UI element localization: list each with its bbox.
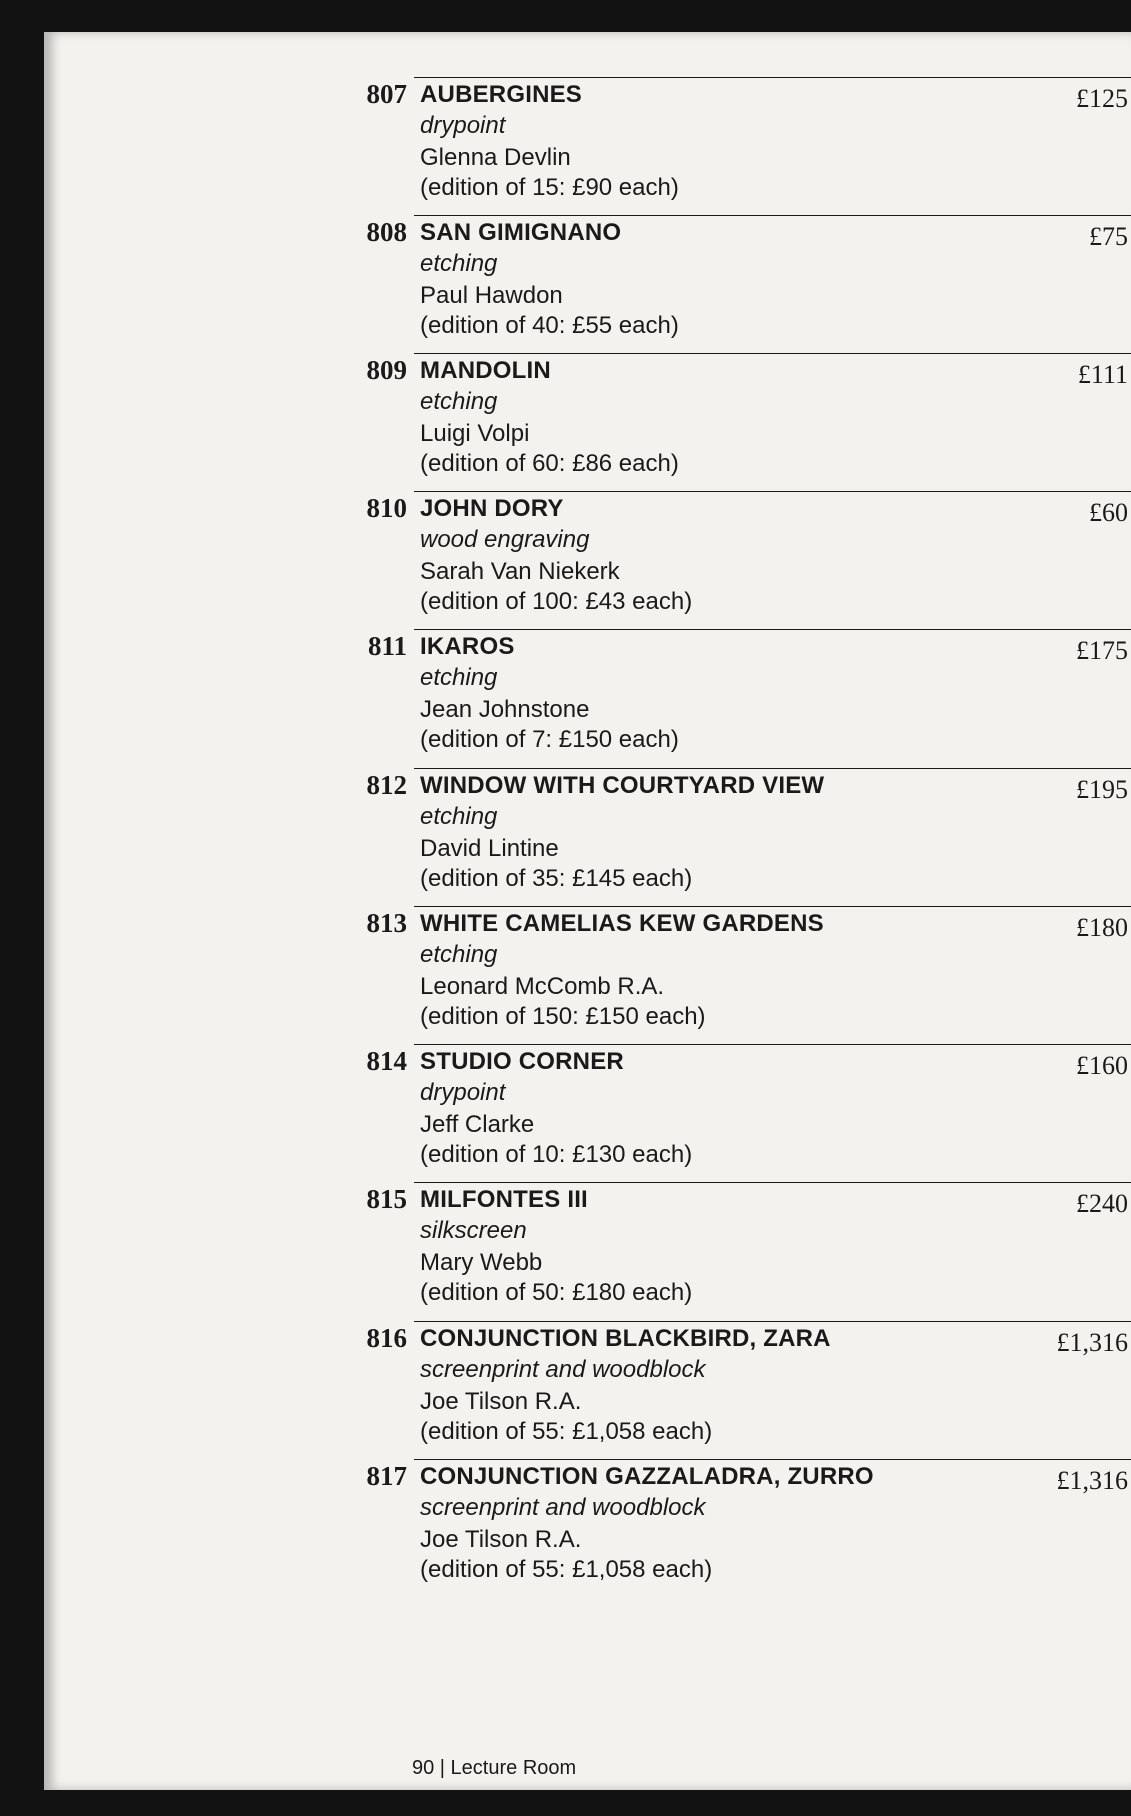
catalogue-page bbox=[44, 32, 1131, 1790]
entry-title: SAN GIMIGNANO bbox=[420, 219, 622, 246]
entry-title: MILFONTES III bbox=[420, 1186, 588, 1213]
entry-price: £111 bbox=[1077, 360, 1128, 389]
entry-artist: Jeff Clarke bbox=[420, 1111, 535, 1138]
entry-edition: (edition of 40: £55 each) bbox=[420, 312, 679, 339]
entry-title: WHITE CAMELIAS KEW GARDENS bbox=[420, 910, 824, 937]
entry-number: 814 bbox=[366, 1046, 407, 1076]
entry-medium: screenprint and woodblock bbox=[420, 1494, 706, 1521]
entry-title: IKAROS bbox=[420, 633, 515, 660]
entry-price: £60 bbox=[1089, 498, 1128, 527]
entry-edition: (edition of 55: £1,058 each) bbox=[420, 1556, 713, 1583]
entry-title: MANDOLIN bbox=[420, 357, 551, 384]
catalogue-entry bbox=[366, 1321, 1131, 1461]
entry-number: 817 bbox=[366, 1461, 407, 1491]
entry-number: 811 bbox=[367, 631, 407, 661]
catalogue-entry bbox=[366, 353, 1131, 493]
entry-edition: (edition of 35: £145 each) bbox=[420, 865, 693, 892]
entry-artist: David Lintine bbox=[420, 835, 559, 862]
entry-price: £240 bbox=[1076, 1189, 1128, 1218]
entry-number: 808 bbox=[366, 217, 407, 247]
entry-medium: screenprint and woodblock bbox=[420, 1356, 706, 1383]
entry-number: 807 bbox=[366, 79, 407, 109]
entry-title: JOHN DORY bbox=[420, 495, 564, 522]
entry-edition: (edition of 15: £90 each) bbox=[420, 174, 679, 201]
entry-artist: Paul Hawdon bbox=[420, 282, 563, 309]
entry-edition: (edition of 50: £180 each) bbox=[420, 1279, 693, 1306]
entry-medium: etching bbox=[420, 388, 498, 415]
entry-price: £125 bbox=[1076, 84, 1128, 113]
entry-medium: drypoint bbox=[420, 1079, 506, 1106]
entry-edition: (edition of 7: £150 each) bbox=[420, 726, 679, 753]
entry-number: 815 bbox=[366, 1184, 407, 1214]
entry-artist: Joe Tilson R.A. bbox=[420, 1388, 582, 1415]
entry-artist: Joe Tilson R.A. bbox=[420, 1526, 582, 1553]
entry-artist: Jean Johnstone bbox=[420, 696, 590, 723]
entry-number: 813 bbox=[366, 908, 407, 938]
entry-number: 810 bbox=[366, 493, 407, 523]
entry-title: STUDIO CORNER bbox=[420, 1048, 624, 1075]
entry-artist: Mary Webb bbox=[420, 1249, 543, 1276]
entry-price: £180 bbox=[1076, 913, 1128, 942]
catalogue-entry bbox=[366, 215, 1131, 355]
entry-price: £160 bbox=[1076, 1051, 1128, 1080]
catalogue-entry bbox=[366, 1044, 1131, 1184]
entry-edition: (edition of 10: £130 each) bbox=[420, 1141, 693, 1168]
entry-medium: etching bbox=[420, 941, 498, 968]
entry-title: WINDOW WITH COURTYARD VIEW bbox=[420, 772, 825, 799]
catalogue-entry bbox=[366, 1459, 1131, 1599]
catalogue-entry bbox=[366, 77, 1131, 217]
entry-edition: (edition of 100: £43 each) bbox=[420, 588, 693, 615]
catalogue-entry bbox=[367, 629, 1131, 769]
entry-price: £195 bbox=[1076, 775, 1128, 804]
catalogue-entry bbox=[366, 491, 1131, 631]
entry-number: 809 bbox=[366, 355, 407, 385]
entry-price: £75 bbox=[1089, 222, 1128, 251]
catalogue-entry bbox=[366, 1182, 1131, 1322]
entry-artist: Sarah Van Niekerk bbox=[420, 558, 620, 585]
entry-medium: wood engraving bbox=[420, 526, 590, 553]
entry-medium: silkscreen bbox=[420, 1217, 527, 1244]
entry-edition: (edition of 55: £1,058 each) bbox=[420, 1418, 713, 1445]
entry-price: £1,316 bbox=[1056, 1328, 1128, 1357]
page-footer: 90 | Lecture Room bbox=[412, 1757, 577, 1779]
catalogue-entry bbox=[366, 768, 1131, 908]
entry-title: AUBERGINES bbox=[420, 81, 583, 108]
entry-medium: drypoint bbox=[420, 112, 506, 139]
entry-price: £1,316 bbox=[1056, 1466, 1128, 1495]
entry-edition: (edition of 60: £86 each) bbox=[420, 450, 679, 477]
entry-title: CONJUNCTION GAZZALADRA, ZURRO bbox=[420, 1463, 874, 1490]
entry-medium: etching bbox=[420, 250, 498, 277]
entry-price: £175 bbox=[1076, 636, 1128, 665]
entry-artist: Glenna Devlin bbox=[420, 144, 571, 171]
entry-artist: Luigi Volpi bbox=[420, 420, 530, 447]
entry-artist: Leonard McComb R.A. bbox=[420, 973, 665, 1000]
entry-edition: (edition of 150: £150 each) bbox=[420, 1003, 706, 1030]
entry-number: 812 bbox=[366, 770, 407, 800]
entry-medium: etching bbox=[420, 664, 498, 691]
catalogue-entry bbox=[366, 906, 1131, 1046]
entry-medium: etching bbox=[420, 803, 498, 830]
entry-title: CONJUNCTION BLACKBIRD, ZARA bbox=[420, 1325, 831, 1352]
entry-number: 816 bbox=[366, 1323, 407, 1353]
